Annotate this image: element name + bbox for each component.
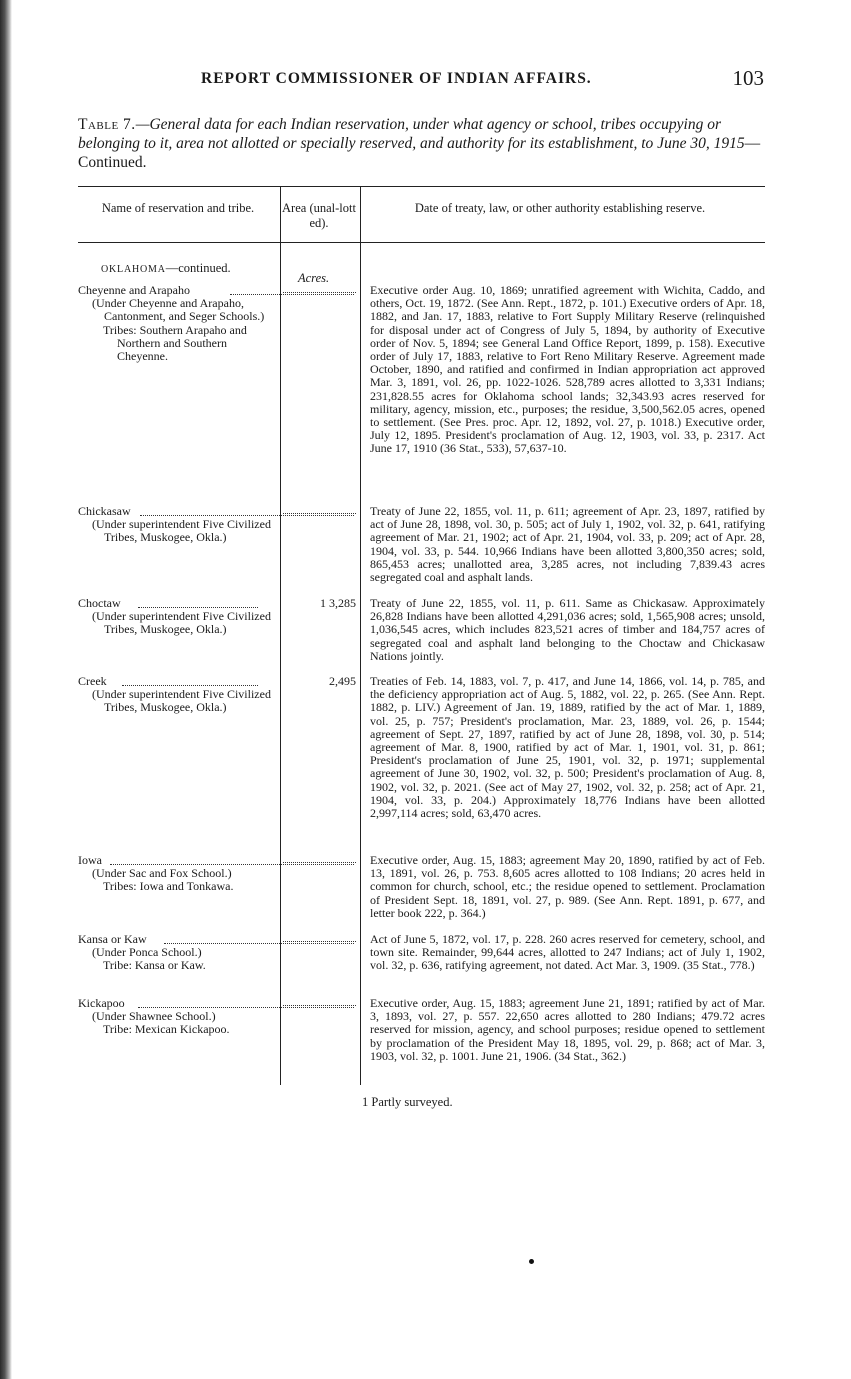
reservation-name: Kansa or Kaw bbox=[78, 933, 278, 946]
agency-note: (Under Sac and Fox School.) bbox=[92, 866, 232, 881]
agency-note: (Under Cheyenne and Arapaho, Cantonment, and Seger Schools.) bbox=[92, 296, 265, 324]
agency-note: (Under superintendent Five Civilized Tribes, Muskogee, Okla.) bbox=[92, 609, 271, 637]
section-suffix: —continued. bbox=[165, 261, 231, 275]
authority-cell: Treaty of June 22, 1855, vol. 11, p. 611; agreement of Apr. 23, 1897, ratified by act of June 28, 1898, vol. 30, p. 505; act of July 1, 1902, vol. 32, p. 641, ratifying agreement of Mar. 21, 1902; act of Apr. 21, 1904, vol. 33, p. 209; act of Apr. 28, 1904, vol. 33, p. 544. 10,966 Indians have been allotted 3,800,350 acres; sold, 865,453 acres; unallotted area, 3,285 acres, not including 7,839.43 acres segregated coal and asphalt lands. bbox=[370, 504, 765, 585]
reservation-cell bbox=[78, 997, 278, 1037]
reservation-cell bbox=[78, 505, 278, 545]
table-top-rule bbox=[78, 186, 765, 187]
reservation-cell bbox=[78, 933, 278, 973]
tribes-note: Tribes: Iowa and Tonkawa. bbox=[103, 879, 234, 894]
reservation-cell bbox=[78, 284, 278, 363]
area-cell bbox=[283, 854, 356, 863]
area-cell bbox=[283, 284, 356, 293]
scan-edge bbox=[0, 0, 12, 1379]
reservation-name: Chickasaw bbox=[78, 505, 278, 518]
area-cell bbox=[283, 997, 356, 1006]
reservation-name: Creek bbox=[78, 675, 278, 688]
authority-cell: Executive order, Aug. 15, 1883; agreement June 21, 1891; ratified by act of Mar. 3, 1893, vol. 27, p. 557. 22,650 acres allotted to 280 Indians; 479.72 acres reserved for mission, agency, and school purposes; residue opened to settlement by proclamation of the President May 18, 1895, vol. 29, p. 868; act of Mar. 3, 1903, vol. 32, p. 1001. June 21, 1906. (34 Stat., 362.) bbox=[370, 996, 765, 1063]
area-cell bbox=[283, 933, 356, 942]
page-number: 103 bbox=[732, 66, 764, 90]
reservation-name: Iowa bbox=[78, 854, 278, 867]
area-units: Acres. bbox=[298, 271, 330, 285]
header-bottom-rule bbox=[78, 242, 765, 243]
running-head: REPORT COMMISSIONER OF INDIAN AFFAIRS. bbox=[201, 70, 592, 87]
authority-cell: Act of June 5, 1872, vol. 17, p. 228. 260 acres reserved for cemetery, school, and town site. Remainder, 99,644 acres, allotted to 247 Indians; act of July 1, 1902, vol. 32, p. 636, ratifying agreement, not dated. Act Mar. 3, 1909. (35 Stat., 778.) bbox=[370, 932, 765, 973]
ink-speck bbox=[529, 1259, 534, 1264]
col-header-name: Name of reservation and tribe. bbox=[101, 201, 255, 215]
col-header-area: Area (unal-lotted). bbox=[282, 201, 356, 230]
reservation-name: Choctaw bbox=[78, 597, 278, 610]
table-continued: —Continued. bbox=[78, 135, 761, 171]
authority-cell: Executive order Aug. 10, 1869; unratified agreement with Wichita, Caddo, and others, Oct. 19, 1872. (See Ann. Rept., 1872, p. 101.) Executive orders of Apr. 18, 1882, and Jan. 17, 1883, relative to Fort Supply Military Reserve (relinquished for disposal under act of Congress of July 5, 1894, by authority of Executive order of Nov. 5, 1894; see General Land Office Report, 1899, p. 158). Executive order of July 17, 1883, relative to Fort Reno Military Reserve. Agreement made October, 1890, and ratified and confirmed in Indian appropriation act approved Mar. 3, 1891, vol. 26, pp. 1022-1026. 528,789 acres allotted to 3,331 Indians; 231,828.55 acres for Oklahoma school lands; 32,343.93 acres reserved for military, agency, mission, etc., purposes; the residue, 3,500,562.05 acres, opened to settlement. (See Pres. proc. Apr. 12, 1892, vol. 27, p. 1018.) Executive order, July 12, 1895. President's proclamation of Aug. 12, 1903, vol. 33, p. 2317. Act June 17, 1910 (36 Stat., 533), 57,637-10. bbox=[370, 283, 765, 456]
section-heading bbox=[101, 261, 231, 276]
area-cell: 1 3,285 bbox=[320, 596, 356, 610]
authority-cell: Treaties of Feb. 14, 1883, vol. 7, p. 417, and June 14, 1866, vol. 14, p. 785, and the deficiency appropriation act of Aug. 5, 1882, vol. 22, p. 265. (See Ann. Rept. 1882, p. LIV.) Agreement of Jan. 19, 1889, ratified by the act of Mar. 1, 1889, vol. 25, p. 757; President's proclamation, Mar. 23, 1889, vol. 26, p. 1544; agreement of Sept. 27, 1897, ratified by act of June 28, 1898, vol. 30, p. 514; agreement of Mar. 8, 1900, ratified by act of Mar. 1, 1901, vol. 31, p. 861; President's proclamation of June 25, 1901, vol. 32, p. 1971; supplemental agreement of June 30, 1902, vol. 32, p. 500; President's proclamation of Aug. 8, 1902, vol. 32, p. 2021. (See act of May 27, 1902, vol. 32, p. 258; act of Apr. 21, 1904, vol. 33, p. 204.) Approximately 18,776 Indians have been allotted 2,997,114 acres; sold, 63,470 acres. bbox=[370, 674, 765, 821]
tribes-note: Tribes: Southern Arapaho and Northern and Southern Cheyenne. bbox=[103, 322, 247, 364]
table-label: Table 7. bbox=[78, 116, 136, 133]
reservation-cell bbox=[78, 854, 278, 894]
tribes-note: Tribe: Mexican Kickapoo. bbox=[103, 1022, 230, 1037]
table-caption bbox=[78, 115, 768, 172]
column-rule-2 bbox=[360, 187, 361, 1085]
area-cell bbox=[283, 505, 356, 514]
reservation-name: Kickapoo bbox=[78, 997, 278, 1010]
agency-note: (Under superintendent Five Civilized Tribes, Muskogee, Okla.) bbox=[92, 517, 271, 545]
agency-note: (Under Shawnee School.) bbox=[92, 1009, 216, 1024]
reservation-cell bbox=[78, 675, 278, 715]
authority-cell: Executive order, Aug. 15, 1883; agreement May 20, 1890, ratified by act of Feb. 13, 1891, vol. 26, p. 753. 8,605 acres allotted to 108 Indians; 20 acres held in common for church, school, etc.; the residue opened to settlement. Proclamation of President Sept. 18, 1891, vol. 27, p. 989. (See Ann. Rept. 1891, p. 677, and letter book 222, p. 364.) bbox=[370, 853, 765, 920]
column-rule-1 bbox=[280, 187, 281, 1085]
page-header bbox=[78, 66, 768, 90]
tribes-note: Tribe: Kansa or Kaw. bbox=[103, 958, 206, 973]
col-header-authority: Date of treaty, law, or other authority establishing reserve. bbox=[414, 201, 706, 215]
section-state: OKLAHOMA bbox=[101, 264, 166, 275]
agency-note: (Under Ponca School.) bbox=[92, 945, 202, 960]
reservation-name: Cheyenne and Arapaho bbox=[78, 284, 278, 297]
footnote: 1 Partly surveyed. bbox=[362, 1095, 453, 1109]
agency-note: (Under superintendent Five Civilized Tribes, Muskogee, Okla.) bbox=[92, 687, 271, 715]
authority-cell: Treaty of June 22, 1855, vol. 11, p. 611. Same as Chickasaw. Approximately 26,828 Indians have been allotted 4,291,036 acres; sold, 1,565,908 acres; unsold, 1,036,545 acres, which includes 823,521 acres of timber and 184,757 acres of segregated coal and asphalt land belonging to the Choctaw and Chickasaw Nations jointly. bbox=[370, 596, 765, 663]
table-title: —General data for each Indian reservation, under what agency or school, tribes occupying or belonging to it, area not allotted or specially reserved, and authority for its establishment, to June 30, 1915 bbox=[78, 116, 745, 152]
area-cell: 2,495 bbox=[329, 674, 356, 688]
reservation-cell bbox=[78, 597, 278, 637]
